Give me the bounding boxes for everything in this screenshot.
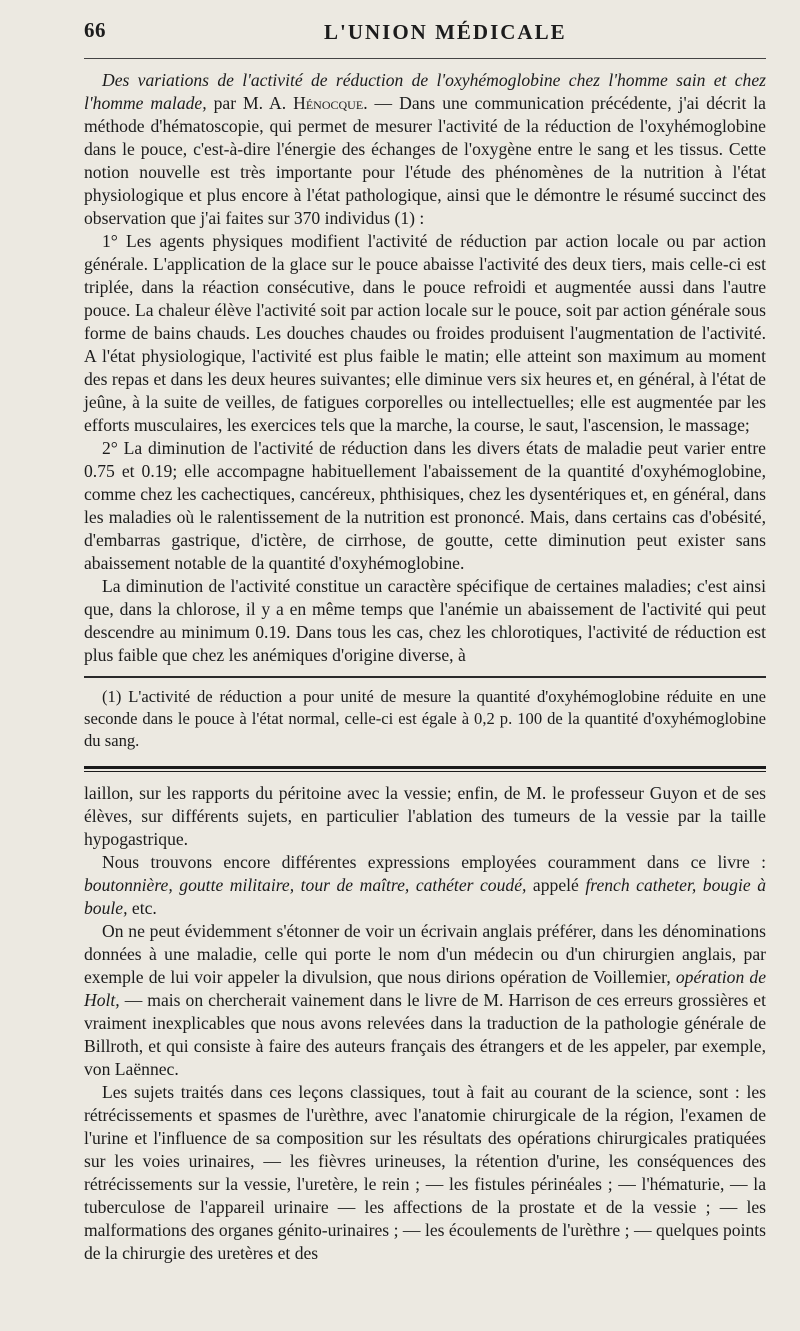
review-paragraph-1: laillon, sur les rapports du péritoine avec la vessie; enfin, de M. le professeur Guyon et de ses élèves, sur différents sujets, en particulier l'ablation des tumeurs de la vessie par la taille hypogastrique.: [84, 783, 766, 849]
review-terms-2: french catheter, bougie à boule,: [84, 875, 766, 918]
review-paragraph-4: Les sujets traités dans ces leçons classiques, tout à fait au courant de la science, sont : les rétrécissements et spasmes de l'urèthre, avec l'anatomie chirurgicale de la région, l'examen de l'urine et l'influence de sa composition sur les résultats des opérations chirurgicales pratiquées sur les voies urinaires, — les fièvres urineuses, la rétention d'urine, les conséquences des rétrécissements sur la vessie, l'uretère, le rein ; — les fistules périnéales ; — l'hématurie, — la tuberculose de l'appareil urinaire — les affections de la prostate et de la vessie ; — les malformations des organes génito-urinaires ; — les écoulements de l'urèthre ; — quelques points de la chirurgie des uretères et des: [84, 1082, 766, 1263]
review-paragraph-2-text-a: Nous trouvons encore différentes expressions employées couramment dans ce livre :: [102, 852, 766, 872]
footnote-separator: [84, 676, 766, 678]
article-intro-text: . — Dans une communication précédente, j'ai décrit la méthode d'hématoscopie, qui permet de mesurer l'activité de la réduction de l'oxyhémoglobine dans le pouce, c'est-à-dire l'énergie des échanges de l'oxygène entre le sang et les tissus. Cette notion nouvelle est très importante pour l'étude des phénomènes de la nutrition à l'état physiologique et plus encore à l'état pathologique, ainsi que le démontre le résumé succinct des observation que j'ai faites sur 370 individus (1) :: [84, 93, 766, 228]
footnote: [84, 686, 766, 752]
page-number: 66: [84, 18, 106, 42]
review-paragraph-3-text-a: On ne peut évidemment s'étonner de voir un écrivain anglais préférer, dans les dénominations données à une maladie, celle qui porte le nom d'un médecin ou d'un chirurgien anglais, par exemple de lui voir appeler la divulsion, que nous dirions opération de Voillemier,: [84, 921, 766, 987]
review: [84, 782, 766, 1265]
review-term-holt: opération de Holt,: [84, 967, 766, 1010]
article-intro: [84, 69, 766, 230]
article-paragraph-3: La diminution de l'activité constitue un caractère spécifique de certaines maladies; c'est ainsi que, dans la chlorose, il y a en même temps que l'anémie un abaissement de l'activité qui peut descendre au minimum 0.19. Dans tous les cas, chez les chlorotiques, l'activité de réduction est plus faible que chez les anémiques d'origine diverse, à: [84, 576, 766, 665]
header-rule: [84, 58, 766, 59]
article-paragraph-1: 1° Les agents physiques modifient l'activité de réduction par action locale ou par action générale. L'application de la glace sur le pouce abaisse l'activité des deux tiers, mais celle-ci est triplée, dans la réaction consécutive, dans le pouce refroidi et augmentée aussi dans l'autre pouce. La chaleur élève l'activité soit par action locale sur le pouce, soit par action générale sous forme de bains chauds. Les douches chaudes ou froides produisent l'augmentation de l'activité. A l'état physiologique, l'activité est plus faible le matin; elle atteint son maximum au moment des repas et dans les deux heures suivantes; elle diminue vers six heures et, en général, à l'état de jeûne, à la suite de veilles, de fatigues corporelles ou intellectuelles; elle est augmentée par les efforts musculaires, les exercices tels que la marche, la course, le saut, l'ascension, le massage;: [84, 231, 766, 435]
review-paragraph-2: [84, 851, 766, 920]
review-paragraph-2-text-c: etc.: [127, 898, 157, 918]
article-by: par M. A.: [206, 93, 294, 113]
article: [84, 69, 766, 667]
article-author: Hénocque: [293, 93, 364, 113]
footnote-text: (1) L'activité de réduction a pour unité de mesure la quantité d'oxyhémoglobine réduite en une seconde dans le pouce à l'état normal, celle-ci est égale à 0,2 p. 100 de la quantité d'oxyhémoglobine du sang.: [84, 687, 766, 750]
review-paragraph-3: [84, 920, 766, 1081]
article-title: Des variations de l'activité de réduction de l'oxyhémoglobine chez l'homme sain et chez l'homme malade,: [84, 70, 766, 113]
review-paragraph-3-text-b: — mais on chercherait vainement dans le livre de M. Harrison de ces erreurs grossières et vraiment inexplicables que nous avons relevées dans la traduction de la pathologie générale de Billroth, et qui consiste à faire des auteurs français des étrangers et de les appeler, par exemple, von Laënnec.: [84, 990, 766, 1079]
review-terms-1: boutonnière, goutte militaire, tour de maître, cathéter coudé,: [84, 875, 527, 895]
running-title: L'UNION MÉDICALE: [324, 20, 567, 44]
page-header: [84, 18, 766, 54]
section-divider: [84, 766, 766, 772]
review-paragraph-2-text-b: appelé: [526, 875, 586, 895]
article-paragraph-2: 2° La diminution de l'activité de réduction dans les divers états de maladie peut varier entre 0.75 et 0.19; elle accompagne habituellement l'abaissement de la quantité d'oxyhémoglobine, comme chez les cachectiques, cancéreux, phthisiques, chez les dysentériques et, en général, dans les maladies où le ralentissement de la nutrition est prononcé. Mais, dans certains cas d'obésité, d'embarras gastrique, d'ictère, de cirrhose, de goutte, cette diminution peut exister sans abaissement notable de la quantité d'oxyhémoglobine.: [84, 438, 766, 573]
